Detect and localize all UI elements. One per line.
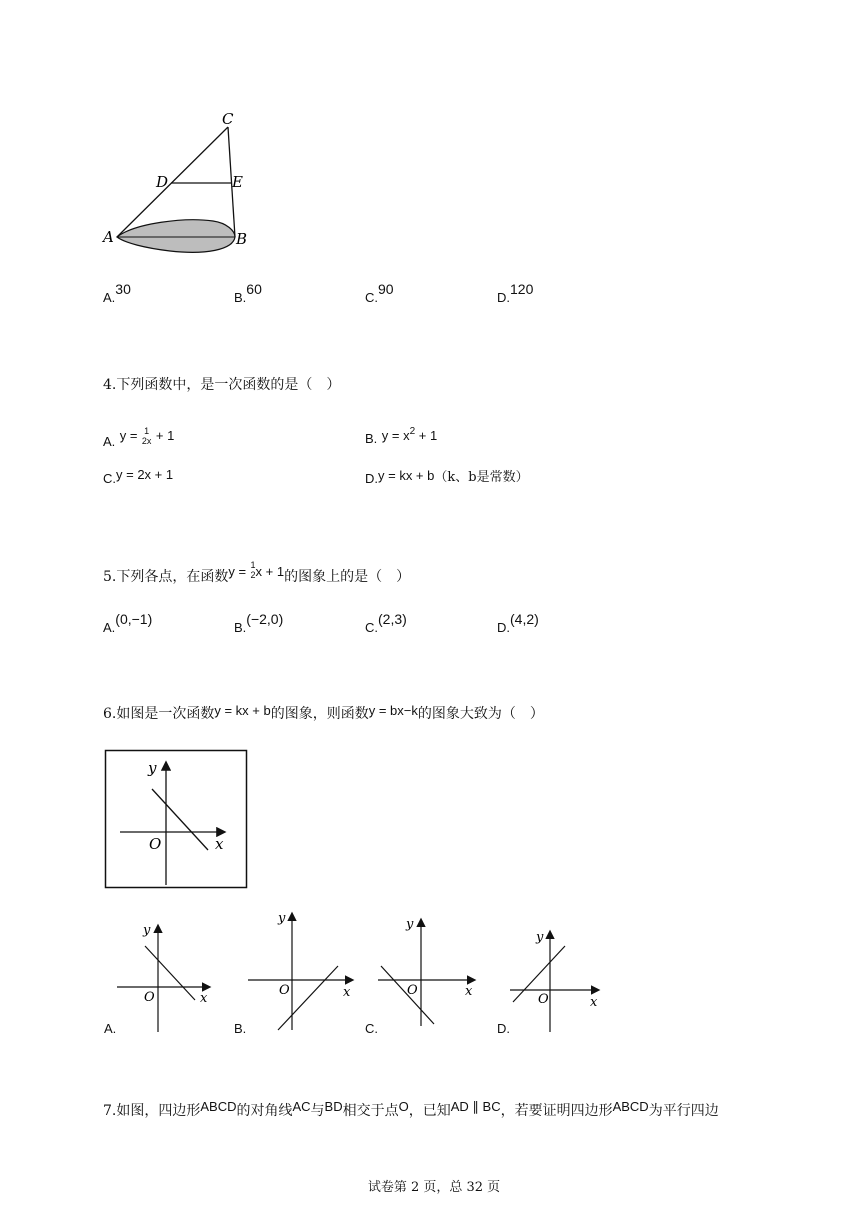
formula-tail: + 1: [415, 428, 438, 443]
option-value: 120: [510, 281, 534, 297]
q5-option-c[interactable]: [365, 611, 407, 635]
axis-y-label: y: [406, 917, 414, 932]
denominator: 2: [250, 570, 256, 580]
point-label-d: D: [156, 173, 169, 191]
q4-option-c[interactable]: [103, 467, 174, 486]
option-value: 30: [115, 281, 131, 297]
stem-post: 的图象大致为（ ）: [417, 706, 544, 722]
axis-x-label: x: [215, 835, 224, 853]
option-value: (4,2): [510, 611, 539, 627]
formula: y = 2x + 1: [116, 467, 174, 482]
note: （k、b是常数）: [434, 470, 529, 485]
formula-base: y = x: [381, 428, 410, 443]
q4-option-d[interactable]: [365, 468, 529, 486]
point-label-b: B: [236, 230, 248, 248]
parallel-condition: AD ∥ BC: [450, 1099, 501, 1114]
point-label-a: A: [103, 228, 114, 246]
stem-pre: 5.下列各点，在函数: [103, 569, 229, 585]
stem-pre: 6.如图是一次函数: [103, 706, 215, 722]
option-value: 60: [246, 281, 262, 297]
option-value: (0,−1): [115, 611, 153, 627]
option-label: C.: [103, 471, 116, 486]
stem-part: 相交于点: [342, 1103, 399, 1119]
formula-tail: x + 1: [255, 564, 285, 579]
stem-mid: 的图象，则函数: [270, 706, 369, 722]
point-label-e: E: [232, 173, 243, 191]
q6-option-b[interactable]: B.: [234, 1021, 247, 1036]
page-footer: 试卷第 2 页，总 32 页: [367, 1180, 501, 1195]
q3-option-d[interactable]: [497, 281, 534, 305]
q3-option-c[interactable]: [365, 281, 394, 305]
quad-name: ABCD: [200, 1099, 237, 1114]
option-label: B.: [234, 620, 247, 635]
option-label: C.: [365, 290, 378, 305]
stem-part: 7.如图，四边形: [103, 1103, 201, 1119]
origin-label: O: [144, 990, 155, 1005]
option-label: A.: [103, 290, 116, 305]
origin-label: O: [538, 992, 549, 1007]
q3-option-b[interactable]: [234, 281, 262, 305]
q5-option-b[interactable]: [234, 611, 284, 635]
diagonal-ac: AC: [292, 1099, 311, 1114]
point-o: O: [398, 1099, 409, 1114]
q4-stem: 4.下列函数中，是一次函数的是（ ）: [103, 377, 341, 393]
numerator: 1: [144, 426, 150, 436]
stem-part: 与: [310, 1103, 325, 1119]
formula-y: y =: [119, 428, 138, 443]
fraction: [142, 426, 152, 446]
q6-option-d[interactable]: D.: [497, 1021, 510, 1036]
q6-option-c[interactable]: C.: [365, 1021, 378, 1036]
fraction: [251, 560, 256, 580]
axis-x-label: x: [343, 985, 351, 1000]
formula-1: y = kx + b: [214, 703, 271, 718]
q5-stem: [103, 560, 411, 585]
diagonal-bd: BD: [324, 1099, 343, 1114]
origin-label: O: [149, 835, 162, 853]
q5-option-d[interactable]: [497, 611, 539, 635]
axis-y-label: y: [278, 911, 286, 926]
axis-y-label: y: [536, 930, 544, 945]
option-label: C.: [365, 620, 378, 635]
q6-stem: [103, 703, 544, 722]
option-label: D.: [497, 290, 510, 305]
option-label: A.: [103, 620, 116, 635]
origin-label: O: [407, 983, 418, 998]
axis-x-label: x: [465, 984, 473, 999]
numerator: 1: [250, 560, 256, 570]
stem-part: 为平行四边: [648, 1103, 719, 1119]
option-value: (−2,0): [246, 611, 284, 627]
quad-name: ABCD: [612, 1099, 649, 1114]
axis-y-label: y: [143, 923, 151, 938]
q6-option-a[interactable]: A.: [104, 1021, 117, 1036]
point-label-c: C: [222, 110, 234, 128]
axis-x-label: x: [200, 991, 208, 1006]
stem-part: ，已知: [408, 1103, 451, 1119]
q4-option-b[interactable]: [365, 426, 438, 446]
formula: [382, 428, 437, 443]
stem-post: 的图象上的是（ ）: [284, 569, 411, 585]
option-label: A.: [103, 434, 116, 449]
option-value: (2,3): [378, 611, 407, 627]
cone-figure: [95, 105, 265, 265]
given-graph: [104, 749, 248, 889]
stem-part: 的对角线: [236, 1103, 293, 1119]
formula-y: y =: [228, 564, 247, 579]
option-label: D.: [497, 620, 510, 635]
q6-graph-b[interactable]: [246, 908, 358, 1033]
q6-graph-d[interactable]: [508, 926, 608, 1036]
formula: y = kx + b: [378, 468, 435, 483]
axis-x-label: x: [590, 995, 598, 1010]
axis-y-label: y: [148, 759, 157, 777]
formula-tail: + 1: [155, 428, 175, 443]
option-label: B.: [234, 290, 247, 305]
q4-option-a[interactable]: [103, 426, 175, 452]
denominator: 2x: [141, 436, 152, 446]
exponent: 2: [409, 426, 416, 437]
formula-2: y = bx−k: [368, 703, 418, 718]
stem-part: ，若要证明四边形: [500, 1103, 613, 1119]
origin-label: O: [279, 983, 290, 998]
option-label: D.: [365, 471, 378, 486]
q3-option-a[interactable]: [103, 281, 131, 305]
q7-stem: [103, 1099, 719, 1119]
q6-graph-a[interactable]: [112, 920, 222, 1035]
q5-option-a[interactable]: [103, 611, 153, 635]
option-value: 90: [378, 281, 394, 297]
q6-graph-c[interactable]: [376, 914, 486, 1029]
option-label: B.: [365, 431, 378, 446]
